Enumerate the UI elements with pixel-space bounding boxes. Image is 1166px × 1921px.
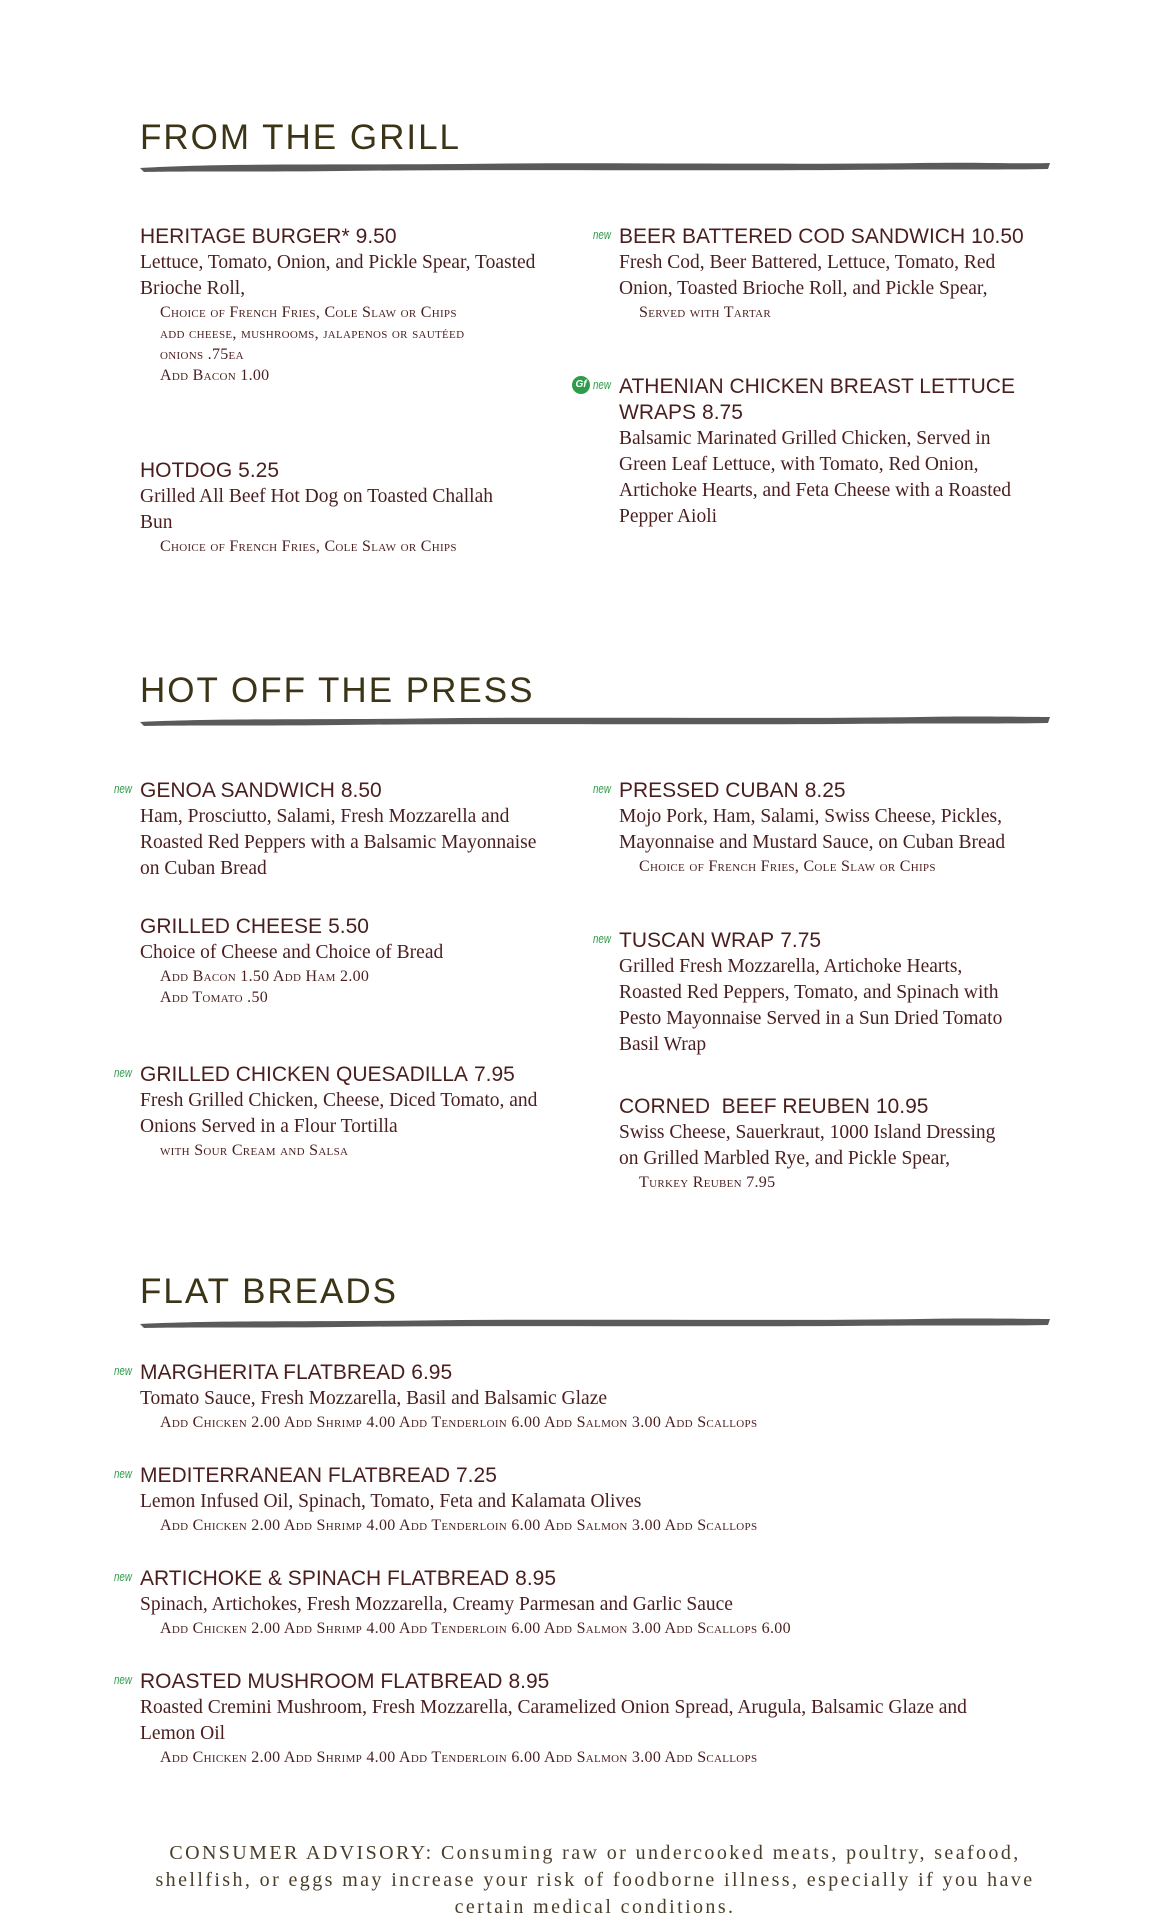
- item-title: [619, 374, 1039, 426]
- item-price: 7.75: [780, 929, 822, 952]
- item-price: 8.25: [804, 779, 846, 802]
- item-description: Lettuce, Tomato, Onion, and Pickle Spear, Toasted Brioche Roll,: [140, 252, 536, 299]
- item-name: ARTICHOKE & SPINACH FLATBREAD: [140, 1567, 510, 1590]
- item-price: 10.95: [875, 1095, 929, 1118]
- gluten-free-badge: Gf: [572, 376, 590, 394]
- item-name: BEER BATTERED COD SANDWICH: [619, 225, 966, 248]
- item-price: 10.50: [971, 225, 1024, 248]
- item-name: CORNED BEEF REUBEN: [619, 1095, 870, 1118]
- item-note: Add Chicken 2.00 Add Shrimp 4.00 Add Tenderloin 6.00 Add Salmon 3.00 Add Scallops: [160, 1517, 758, 1534]
- item-title: [140, 914, 550, 940]
- item-name: GRILLED CHEESE: [140, 915, 323, 938]
- section-title-press: HOT OFF THE PRESS: [140, 671, 535, 710]
- item-title: [140, 224, 540, 250]
- item-name: MARGHERITA FLATBREAD: [140, 1361, 406, 1384]
- item-price: 9.50: [355, 225, 397, 248]
- brush-divider: [140, 1316, 1050, 1330]
- item-note: Choice of French Fries, Cole Slaw or Chips: [639, 858, 936, 875]
- section-title-grill: FROM THE GRILL: [140, 118, 462, 157]
- item-note: Choice of French Fries, Cole Slaw or Chips: [160, 538, 457, 555]
- item-description: Mojo Pork, Ham, Salami, Swiss Cheese, Pickles, Mayonnaise and Mustard Sauce, on Cuban Bread: [619, 806, 1006, 853]
- section-title-flatbreads: FLAT BREADS: [140, 1272, 398, 1311]
- item-price: 5.50: [328, 915, 369, 938]
- item-description: Fresh Grilled Chicken, Cheese, Diced Tomato, and Onions Served in a Flour Tortilla: [140, 1090, 538, 1137]
- new-badge: new: [593, 781, 611, 796]
- new-badge: new: [593, 377, 611, 392]
- new-badge: new: [593, 227, 611, 242]
- item-description: Tomato Sauce, Fresh Mozzarella, Basil and Balsamic Glaze: [140, 1388, 608, 1409]
- item-name: TUSCAN WRAP: [619, 929, 775, 952]
- item-note: Served with Tartar: [639, 304, 772, 321]
- item-price: 8.95: [508, 1670, 550, 1693]
- item-title: [619, 1094, 1029, 1120]
- item-note: Add Chicken 2.00 Add Shrimp 4.00 Add Tenderloin 6.00 Add Salmon 3.00 Add Scallops: [160, 1749, 758, 1766]
- item-title: [140, 1360, 1020, 1386]
- menu-item-genoa: [114, 778, 550, 882]
- item-title: [619, 778, 1039, 804]
- menu-item-tuscan-wrap: [593, 928, 1029, 1058]
- item-name: HOTDOG: [140, 459, 233, 482]
- item-name: GRILLED CHICKEN QUESADILLA: [140, 1063, 468, 1086]
- menu-item-quesadilla: [114, 1062, 550, 1161]
- item-description: Roasted Cremini Mushroom, Fresh Mozzarella, Caramelized Onion Spread, Arugula, Balsamic Glaze and Lemon Oil: [140, 1697, 967, 1744]
- item-description: Grilled Fresh Mozzarella, Artichoke Hearts, Roasted Red Peppers, Tomato, and Spinach with Pesto Mayonnaise Served in a Sun Dried Tomato Basil Wrap: [619, 956, 1003, 1055]
- item-description: Ham, Prosciutto, Salami, Fresh Mozzarella and Roasted Red Peppers with a Balsamic Mayonnaise on Cuban Bread: [140, 806, 537, 879]
- item-price: 5.25: [238, 459, 280, 482]
- item-title: [140, 1566, 1020, 1592]
- item-description: Grilled All Beef Hot Dog on Toasted Challah Bun: [140, 486, 494, 533]
- item-description: Balsamic Marinated Grilled Chicken, Served in Green Leaf Lettuce, with Tomato, Red Onion, Artichoke Hearts, and Feta Cheese with a Roasted Pepper Aioli: [619, 428, 1012, 527]
- item-description: Swiss Cheese, Sauerkraut, 1000 Island Dressing on Grilled Marbled Rye, and Pickle Spear,: [619, 1122, 996, 1169]
- item-name: GENOA SANDWICH: [140, 779, 335, 802]
- item-description: Choice of Cheese and Choice of Bread: [140, 942, 444, 963]
- item-description: Fresh Cod, Beer Battered, Lettuce, Tomato, Red Onion, Toasted Brioche Roll, and Pickle Spear,: [619, 252, 996, 299]
- item-price: 7.95: [473, 1063, 515, 1086]
- menu-item-reuben: [619, 1094, 1029, 1193]
- item-price: 7.25: [456, 1464, 497, 1487]
- new-badge: new: [114, 1065, 132, 1080]
- item-note: with Sour Cream and Salsa: [160, 1142, 349, 1159]
- brush-divider: [140, 714, 1050, 728]
- item-note: Add Chicken 2.00 Add Shrimp 4.00 Add Tenderloin 6.00 Add Salmon 3.00 Add Scallops 6.00: [160, 1620, 791, 1637]
- menu-item-artichoke-spinach: [114, 1566, 1020, 1639]
- new-badge: new: [114, 1569, 132, 1584]
- item-price: 8.75: [702, 401, 743, 424]
- new-badge: new: [593, 931, 611, 946]
- item-note: Add Chicken 2.00 Add Shrimp 4.00 Add Tenderloin 6.00 Add Salmon 3.00 Add Scallops: [160, 1414, 758, 1431]
- menu-item-beer-battered-cod: [593, 224, 1024, 323]
- item-note: Choice of French Fries, Cole Slaw or Chips: [160, 304, 457, 321]
- brush-divider: [140, 160, 1050, 174]
- new-badge: new: [114, 1466, 132, 1481]
- item-title: [140, 1463, 1020, 1489]
- menu-item-hotdog: [140, 458, 540, 557]
- item-title: [140, 458, 540, 484]
- menu-item-margherita: [114, 1360, 1020, 1433]
- item-description: Lemon Infused Oil, Spinach, Tomato, Feta and Kalamata Olives: [140, 1491, 642, 1512]
- menu-item-grilled-cheese: [140, 914, 550, 1008]
- menu-item-mediterranean: [114, 1463, 1020, 1536]
- item-note: Add Bacon 1.50 Add Ham 2.00: [160, 968, 370, 985]
- item-note: Add Tomato .50: [160, 989, 269, 1006]
- item-note: Turkey Reuben 7.95: [639, 1174, 776, 1191]
- item-name: MEDITERRANEAN FLATBREAD: [140, 1464, 450, 1487]
- menu-item-heritage-burger: [140, 224, 540, 386]
- item-price: 6.95: [411, 1361, 453, 1384]
- item-name: PRESSED CUBAN: [619, 779, 799, 802]
- item-title: [619, 928, 1029, 954]
- item-description: Spinach, Artichokes, Fresh Mozzarella, Creamy Parmesan and Garlic Sauce: [140, 1594, 733, 1615]
- item-note: add cheese, mushrooms, jalapenos or sautéed onions .75ea: [160, 325, 465, 363]
- item-name: ATHENIAN CHICKEN BREAST LETTUCE WRAPS: [619, 375, 1015, 424]
- menu-item-pressed-cuban: [593, 778, 1039, 877]
- item-title: [619, 224, 1024, 250]
- menu-item-athenian-wraps: [575, 374, 1019, 530]
- new-badge: new: [114, 781, 132, 796]
- item-price: 8.95: [515, 1567, 557, 1590]
- item-title: [140, 1062, 550, 1088]
- item-name: ROASTED MUSHROOM FLATBREAD: [140, 1670, 503, 1693]
- item-note: Add Bacon 1.00: [160, 367, 270, 384]
- new-badge: new: [114, 1363, 132, 1378]
- consumer-advisory: CONSUMER ADVISORY: Consuming raw or undercooked meats, poultry, seafood, shellfish, or eggs may increase your risk of foodborne illness, especially if you have certain medical conditions.: [155, 1842, 1035, 1918]
- item-title: [140, 778, 550, 804]
- item-price: 8.50: [340, 779, 382, 802]
- new-badge: new: [114, 1672, 132, 1687]
- item-name: HERITAGE BURGER*: [140, 225, 350, 248]
- menu-item-roasted-mushroom: [114, 1669, 1010, 1768]
- item-title: [140, 1669, 1010, 1695]
